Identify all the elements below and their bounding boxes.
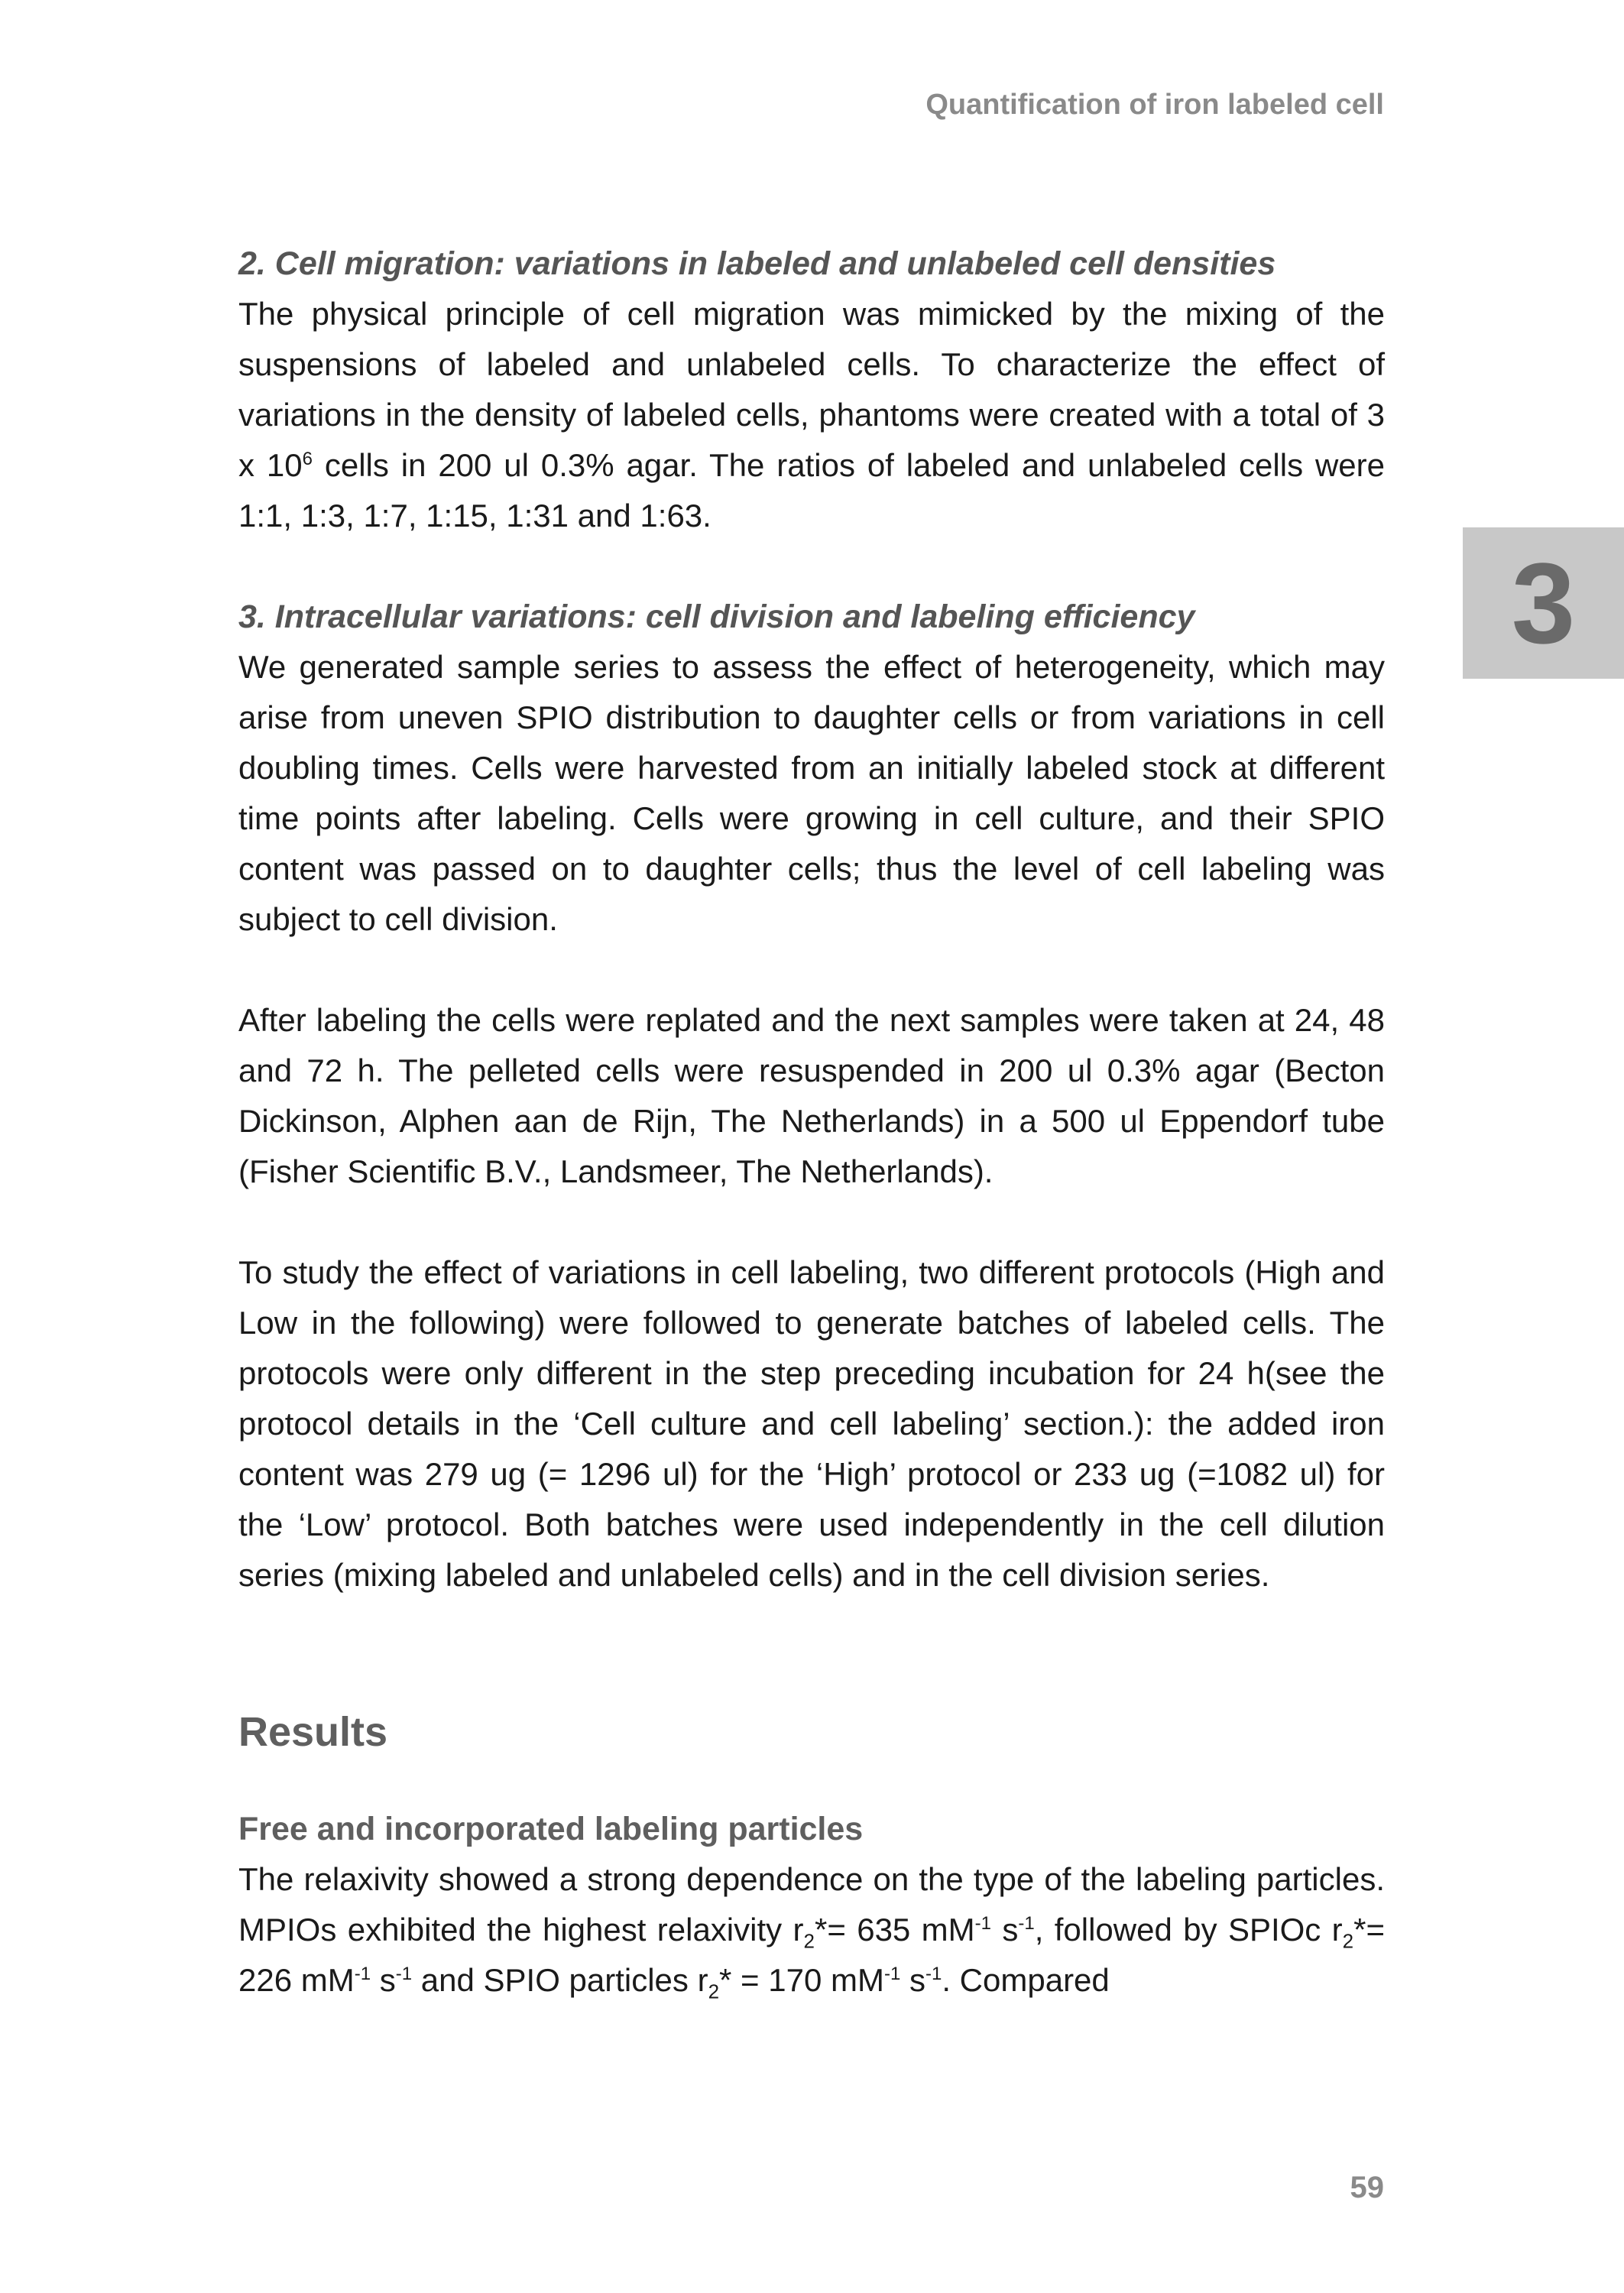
migration-heading: 2. Cell migration: variations in labeled and unlabeled cell densities <box>238 245 1276 282</box>
running-head: Quantification of iron labeled cell <box>925 89 1384 121</box>
intracellular-paragraph-3: To study the effect of variations in cell labeling, two different protocols (High and Low in the following) were followed to generate batches of labeled cells. The protocols were only different in the step preceding incubation for 24 h(see the protocol details in the ‘Cell culture and cell labeling’ section.): the added iron content was 279 ug (= 1296 ul) for the ‘High’ protocol or 233 ug (=1082 ul) for the ‘Low’ protocol. Both batches were used independently in the cell dilution series (mixing labeled and unlabeled cells) and in the cell division series. <box>238 1254 1385 1593</box>
page-number: 59 <box>1350 2171 1384 2204</box>
results-paragraph: The relaxivity showed a strong dependence on the type of the labeling particles. MPIOs exhibited the highest relaxivity $r_2*= 635$ $mM^{-1}$ $s^{-1}$, followed by SPIOc $r_2*= 226$ $mM^{-1}$ $s^{-1}$ and SPIO particles $r_2* = 170$ $mM^{-1}$ $s^{-1}$. Compared <box>238 1861 1386 2003</box>
results-subheading: Free and incorporated labeling particles <box>238 1811 864 1847</box>
intracellular-paragraph-2: After labeling the cells were replated and the next samples were taken at 24, 48 and 72 h. The pelleted cells were resuspended in 200 ul 0.3% agar (Becton Dickinson, Alphen aan de Rijn, The Netherlands) in a 500 ul Eppendorf tube (Fisher Scientific B.V., Landsmeer, The Netherlands). <box>238 1002 1385 1189</box>
results-title: Results <box>238 1709 388 1755</box>
chapter-tab <box>1463 527 1624 679</box>
migration-paragraph: The physical principle of cell migration was mimicked by the mixing of the suspensions of labeled and unlabeled cells. To characterize the effect of variations in the density of labeled cells, phantoms were created with a total of 3 x $10^6$ cells in 200 ul 0.3% agar. The ratios of labeled and unlabeled cells were 1:1, 1:3, 1:7, 1:15, 1:31 and 1:63. <box>238 296 1385 534</box>
intracellular-heading: 3. Intracellular variations: cell division and labeling efficiency <box>238 598 1195 635</box>
chapter-number: 3 <box>1511 539 1576 667</box>
intracellular-paragraph-1: We generated sample series to assess the effect of heterogeneity, which may arise from uneven SPIO distribution to daughter cells or from variations in cell doubling times. Cells were harvested from an initially labeled stock at different time points after labeling. Cells were growing in cell culture, and their SPIO content was passed on to daughter cells; thus the level of cell labeling was subject to cell division. <box>238 649 1385 937</box>
page-content <box>238 238 1385 2006</box>
